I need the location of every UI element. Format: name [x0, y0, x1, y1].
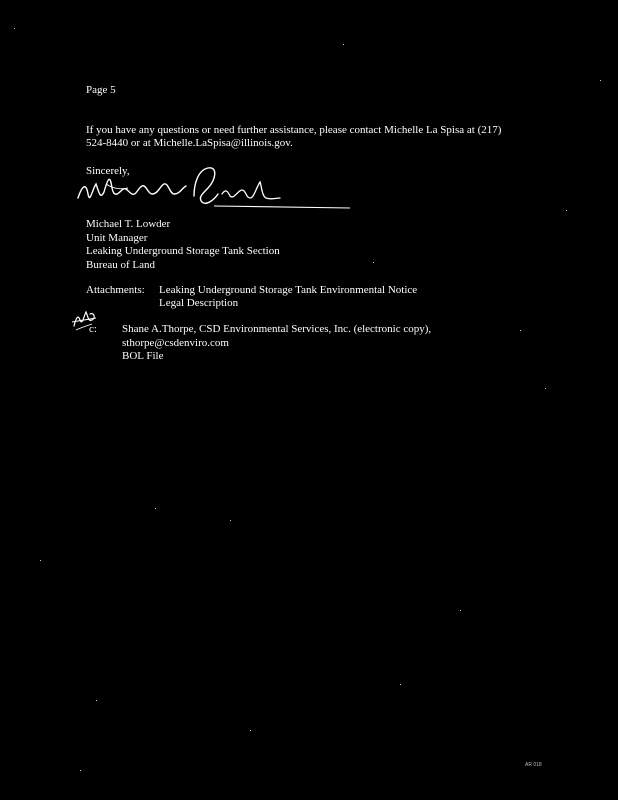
attachment-item: Legal Description [159, 297, 239, 309]
signer-bureau: Bureau of Land [86, 258, 156, 271]
handwritten-signature [76, 164, 356, 216]
contact-line-1: If you have any questions or need further assistance, please contact Michelle La Spisa at (217) [86, 124, 502, 136]
cc-item: BOL File [122, 350, 164, 362]
attachments-label: Attachments: [86, 284, 145, 296]
cc-item: sthorpe@csdenviro.com [122, 336, 229, 349]
closing-salutation: Sincerely, [86, 165, 130, 177]
contact-line-2: 524-8440 or at Michelle.LaSpisa@illinois.gov. [86, 137, 293, 149]
cc-label: c: [89, 323, 97, 335]
signer-name: Michael T. Lowder [86, 218, 171, 230]
footer-document-code: AR 018 [525, 762, 542, 768]
cc-list [122, 323, 431, 364]
attachments-list [159, 284, 417, 310]
signer-title: Unit Manager [86, 231, 148, 244]
cc-item: Shane A.Thorpe, CSD Environmental Services, Inc. (electronic copy), [122, 323, 432, 335]
page-number: Page 5 [86, 84, 116, 96]
contact-paragraph [86, 124, 501, 150]
attachment-item: Leaking Underground Storage Tank Environmental Notice [159, 284, 418, 296]
signature-block [86, 218, 280, 272]
signer-section: Leaking Underground Storage Tank Section [86, 245, 280, 257]
